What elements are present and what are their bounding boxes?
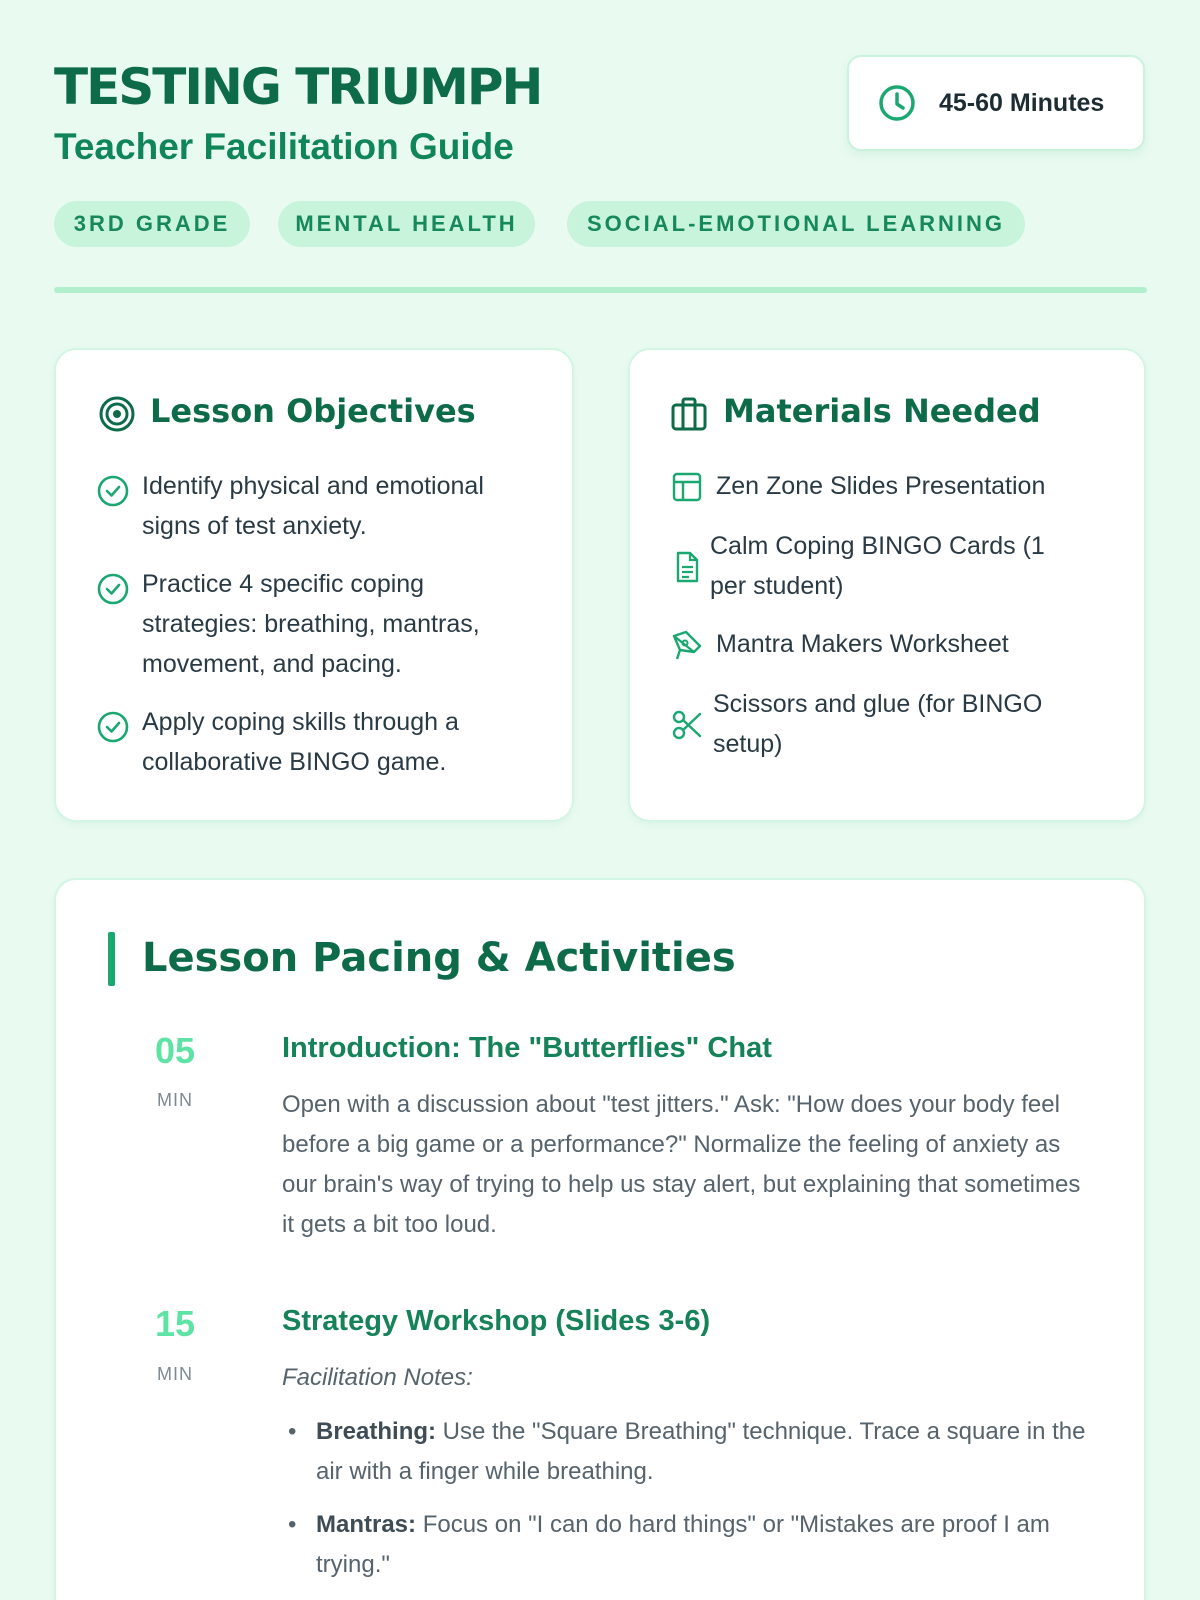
activity-title: Introduction: The "Butterflies" Chat — [282, 1032, 772, 1064]
pen-icon — [670, 628, 704, 662]
material-text: Calm Coping BINGO Cards (1 per student) — [710, 532, 1045, 600]
tag-grade: 3RD GRADE — [54, 201, 250, 247]
page-title: TESTING TRIUMPH — [54, 58, 542, 116]
activity-minutes-unit: MIN — [157, 1090, 193, 1110]
document-icon — [670, 550, 704, 584]
activity-title: Strategy Workshop (Slides 3-6) — [282, 1305, 711, 1337]
pacing-accent-bar — [108, 932, 115, 986]
bullet-term: Mantras: — [316, 1511, 417, 1538]
activity-minutes-unit: MIN — [157, 1364, 193, 1384]
duration-value: 45-60 Minutes — [939, 88, 1105, 117]
materials-title: Materials Needed — [723, 392, 1041, 430]
clock-icon — [877, 83, 917, 123]
objectives-title: Lesson Objectives — [150, 392, 476, 430]
bullet-term: Breathing: — [316, 1418, 436, 1445]
material-text: Mantra Makers Worksheet — [716, 630, 1009, 658]
activity-description: Open with a discussion about "test jitters." Ask: "How does your body feel before a big game or a performance?" Normalize the feeling of anxiety as our brain's way of trying to help us stay alert, but explaining that sometimes it gets a bit too loud. — [282, 1091, 1081, 1238]
material-text: Zen Zone Slides Presentation — [716, 472, 1046, 500]
activity-minutes: 15 — [154, 1303, 196, 1344]
pacing-title: Lesson Pacing & Activities — [142, 935, 736, 981]
presentation-icon — [670, 470, 704, 504]
target-icon — [98, 395, 136, 433]
check-circle-icon — [96, 474, 130, 508]
scissors-icon — [670, 708, 704, 742]
material-text: Scissors and glue (for BINGO setup) — [713, 690, 1043, 758]
bullet-text: Use the "Square Breathing" technique. Trace a square in the air with a finger while breathing. — [316, 1418, 1086, 1485]
list-item — [288, 1505, 1096, 1585]
materials-card — [628, 348, 1146, 822]
list-item — [288, 1412, 1096, 1492]
bullet-text: Focus on "I can do hard things" or "Mistakes are proof I am trying." — [316, 1511, 1050, 1578]
objective-text: Practice 4 specific coping strategies: breathing, mantras, movement, and pacing. — [142, 570, 480, 678]
page-subtitle: Teacher Facilitation Guide — [54, 126, 514, 167]
briefcase-icon — [670, 395, 708, 433]
check-circle-icon — [96, 572, 130, 606]
header-divider — [54, 287, 1147, 293]
objective-text: Apply coping skills through a collaborative BINGO game. — [142, 708, 459, 776]
objective-text: Identify physical and emotional signs of test anxiety. — [142, 472, 484, 540]
duration-card — [847, 55, 1145, 151]
tag-mental-health: MENTAL HEALTH — [278, 201, 535, 247]
bullet-dot: • — [288, 1511, 297, 1538]
tag-sel: SOCIAL-EMOTIONAL LEARNING — [567, 201, 1025, 247]
bullet-dot: • — [288, 1418, 297, 1445]
facilitation-notes-label: Facilitation Notes: — [282, 1364, 473, 1391]
objectives-card — [54, 348, 574, 822]
check-circle-icon — [96, 710, 130, 744]
activity-minutes: 05 — [154, 1030, 196, 1071]
